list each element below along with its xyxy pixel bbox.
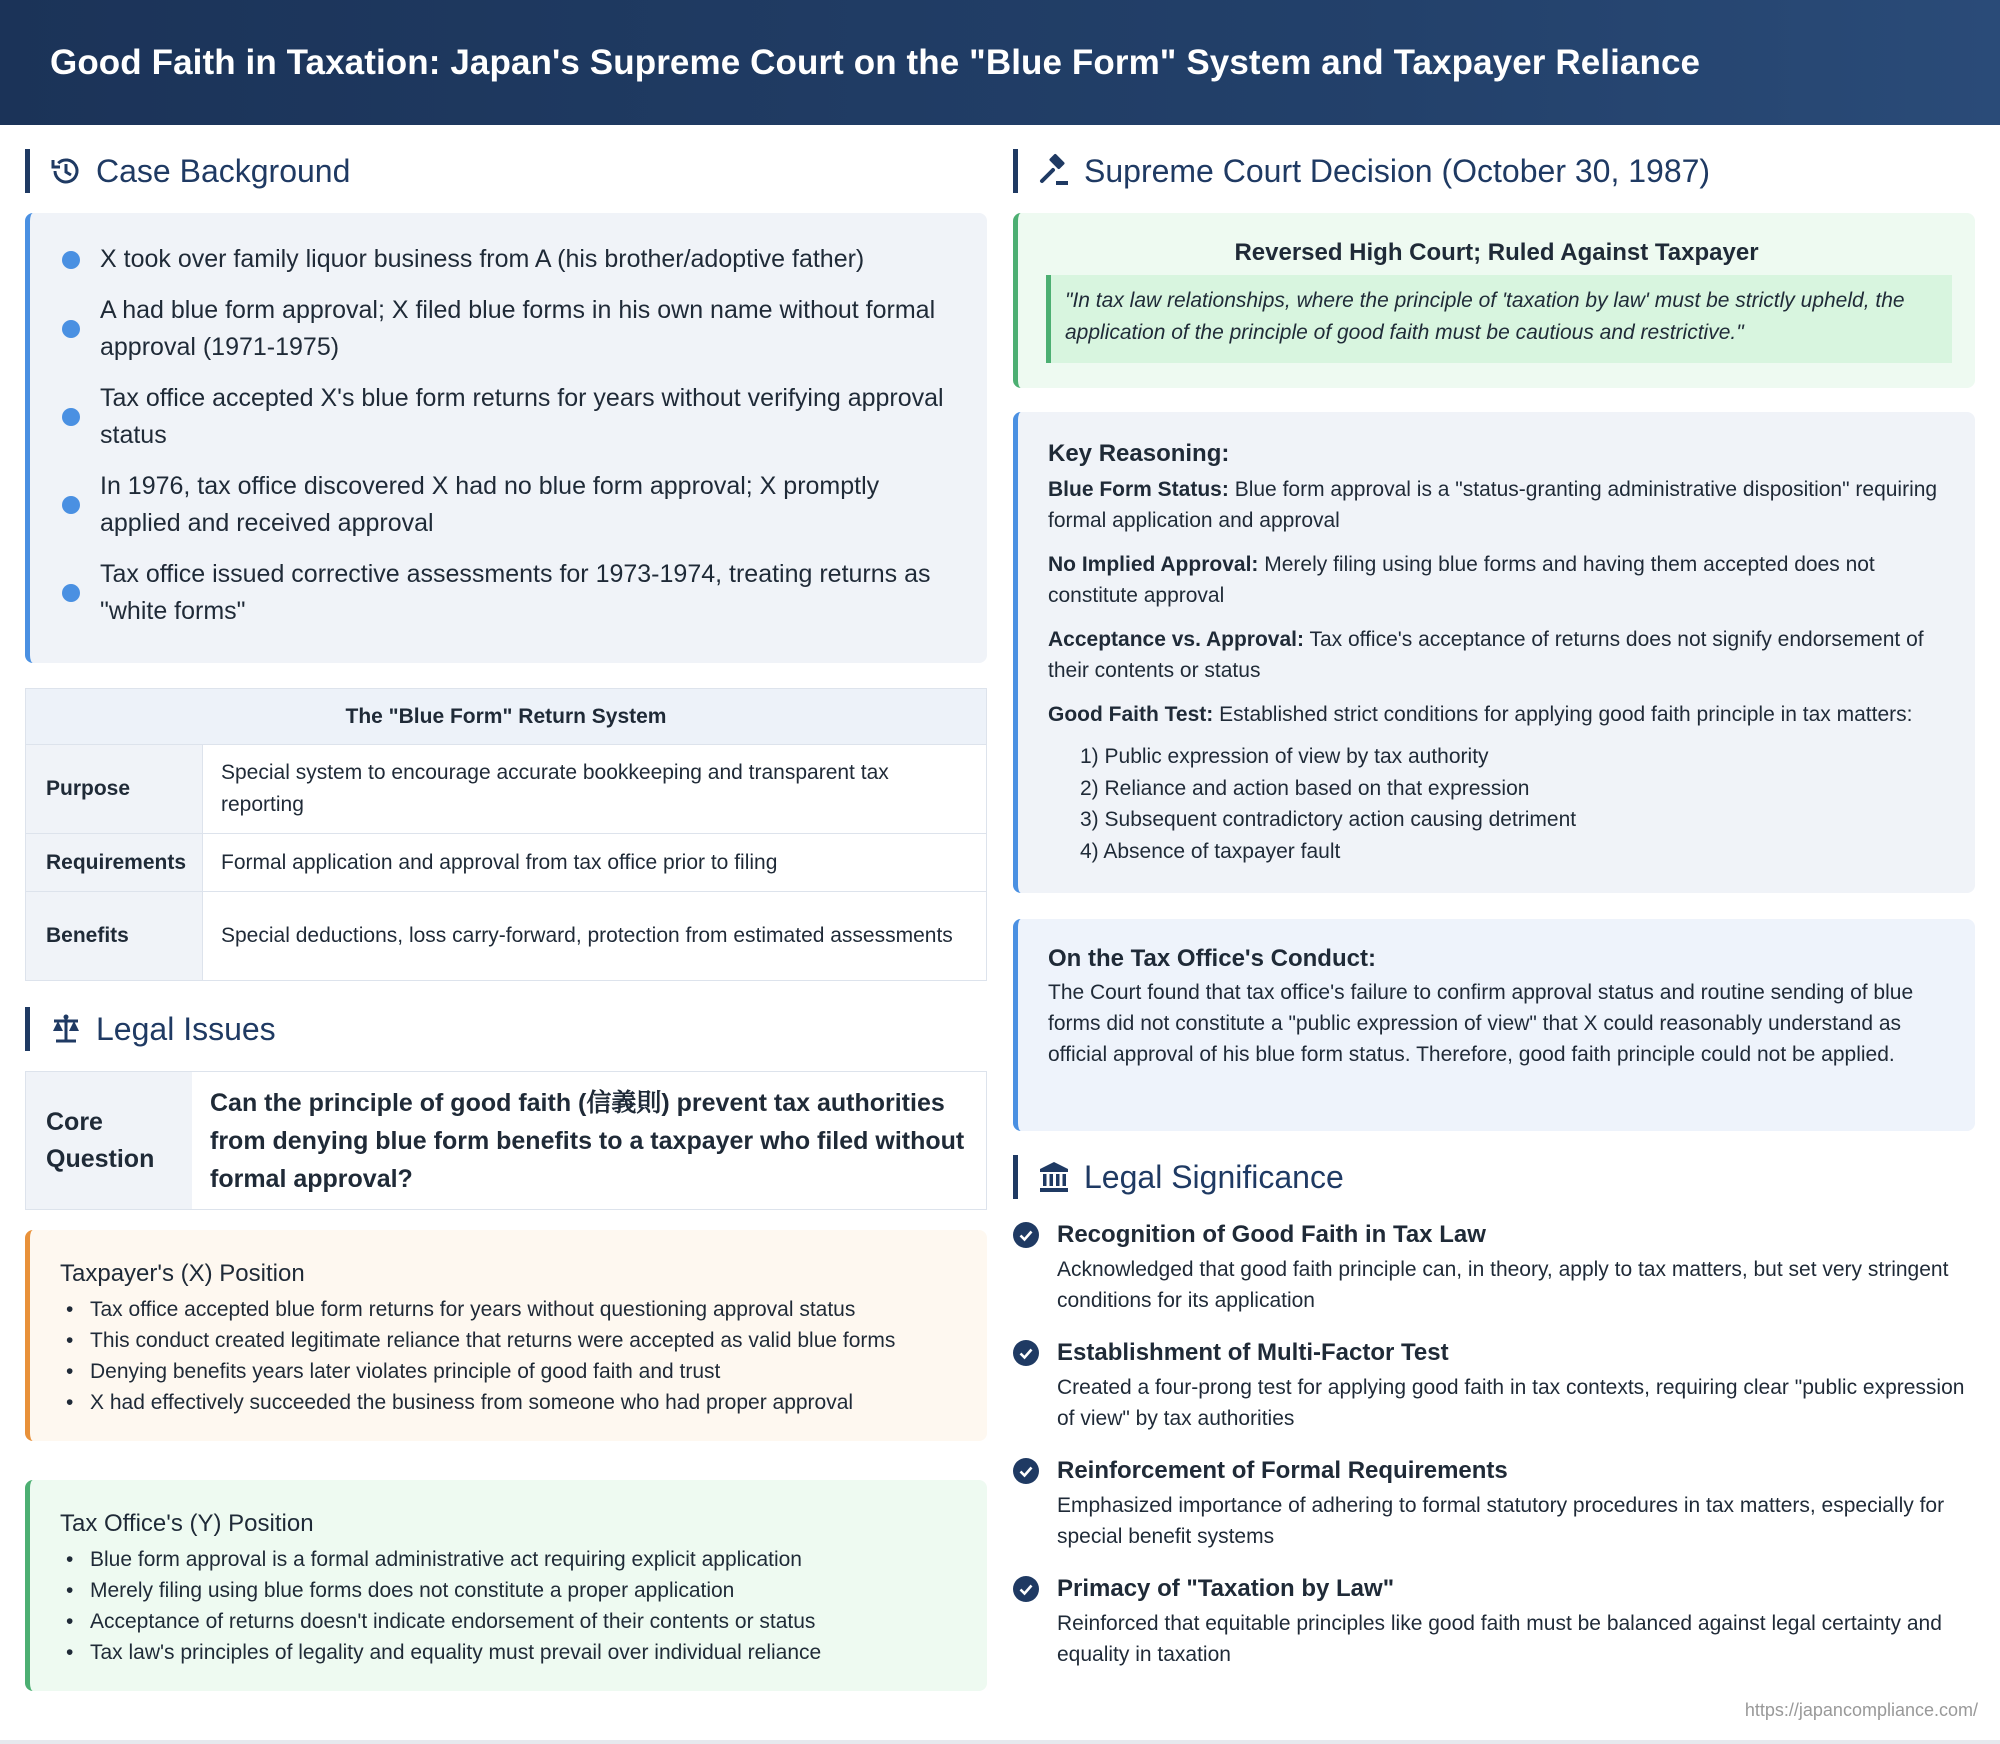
- list-item: [1013, 1456, 1975, 1552]
- list-item: • Acceptance of returns doesn't indicate endorsement of their contents or status: [60, 1606, 957, 1637]
- section-title: Case Background: [96, 152, 351, 189]
- check-circle-icon: [1013, 1458, 1039, 1484]
- scales-icon: [48, 1011, 84, 1047]
- list-item: X took over family liquor business from A (his brother/adoptive father): [60, 241, 957, 278]
- conduct-text: The Court found that tax office's failure to confirm approval status and routine sending of blue forms did not constitute a "public expression of view" that X could reasonably understand as official approval of his blue form status. Therefore, good faith principle could not be applied.: [1048, 981, 1914, 1066]
- item-text: Acknowledged that good faith principle can, in theory, apply to tax matters, but set very stringent conditions for its application: [1057, 1258, 1949, 1312]
- divider: [0, 1740, 2000, 1744]
- list-item: • X had effectively succeeded the business from someone who had proper approval: [60, 1387, 957, 1418]
- ruling-heading: Reversed High Court; Ruled Against Taxpayer: [1234, 239, 1759, 266]
- section-legal-issues: [25, 1007, 276, 1051]
- section-legal-significance: [1013, 1155, 1344, 1199]
- blue-form-table: [25, 688, 987, 981]
- row-key: Requirements: [26, 834, 203, 892]
- table-row: [26, 834, 987, 892]
- check-circle-icon: [1013, 1576, 1039, 1602]
- reasoning-point: Blue Form Status: Blue form approval is a "status-granting administrative disposition" requiring formal application and approval: [1048, 478, 1938, 532]
- card-heading: Taxpayer's (X) Position: [60, 1260, 305, 1287]
- section-decision: [1013, 149, 1710, 193]
- taxpayer-position-card: [25, 1230, 987, 1441]
- list-item: Tax office accepted X's blue form returns for years without verifying approval status: [60, 380, 957, 454]
- decision-card: [1013, 213, 1975, 388]
- landmark-icon: [1036, 1159, 1072, 1195]
- table-row: [26, 892, 987, 981]
- row-value: Special deductions, loss carry-forward, protection from estimated assessments: [203, 892, 987, 981]
- item-title: Establishment of Multi-Factor Test: [1057, 1339, 1449, 1366]
- list-item: [1013, 1338, 1975, 1434]
- table-row: [26, 745, 987, 834]
- list-item: [1013, 1220, 1975, 1316]
- significance-list: [1013, 1220, 1975, 1692]
- section-title: Legal Significance: [1084, 1158, 1344, 1195]
- key-reasoning-card: [1013, 412, 1975, 893]
- section-title: Supreme Court Decision (October 30, 1987): [1084, 152, 1711, 189]
- section-case-background: [25, 149, 350, 193]
- bullet-dot: [62, 251, 80, 269]
- section-title: Legal Issues: [96, 1010, 276, 1047]
- history-icon: [48, 153, 84, 189]
- reasoning-point: No Implied Approval: Merely filing using blue forms and having them accepted does not constitute approval: [1048, 553, 1875, 607]
- card-heading: Tax Office's (Y) Position: [60, 1510, 314, 1537]
- decision-quote: "In tax law relationships, where the principle of 'taxation by law' must be strictly upheld, the application of the principle of good faith must be cautious and restrictive.": [1046, 275, 1952, 363]
- page-title: Good Faith in Taxation: Japan's Supreme Court on the "Blue Form" System and Taxpayer Reliance: [50, 42, 1701, 82]
- list-item: • Tax law's principles of legality and equality must prevail over individual reliance: [60, 1637, 957, 1668]
- conduct-card: [1013, 919, 1975, 1131]
- background-card: [25, 213, 987, 663]
- list-item: 1) Public expression of view by tax authority: [1080, 745, 1489, 768]
- check-circle-icon: [1013, 1340, 1039, 1366]
- footer-url[interactable]: https://japancompliance.com/: [1744, 1700, 1978, 1720]
- bullet-dot: [62, 408, 80, 426]
- list-item: 2) Reliance and action based on that expression: [1080, 776, 1530, 800]
- good-faith-test-steps: [1048, 741, 1945, 867]
- check-circle-icon: [1013, 1222, 1039, 1248]
- item-title: Recognition of Good Faith in Tax Law: [1057, 1221, 1486, 1248]
- item-text: Reinforced that equitable principles like good faith must be balanced against legal certainty and equality in taxation: [1057, 1612, 1942, 1666]
- core-question-box: [25, 1071, 987, 1210]
- list-item: • Denying benefits years later violates principle of good faith and trust: [60, 1356, 957, 1387]
- core-question-label: Core Question: [26, 1072, 192, 1209]
- card-heading: On the Tax Office's Conduct:: [1048, 945, 1376, 972]
- core-question-text: Can the principle of good faith (信義則) prevent tax authorities from denying blue form benefits to a taxpayer who filed without formal approval?: [210, 1089, 965, 1193]
- list-item: • This conduct created legitimate reliance that returns were accepted as valid blue forms: [60, 1325, 957, 1356]
- table-title: The "Blue Form" Return System: [26, 689, 987, 745]
- list-item: 4) Absence of taxpayer fault: [1080, 839, 1341, 863]
- list-item: • Blue form approval is a formal administrative act requiring explicit application: [60, 1544, 957, 1575]
- tax-office-position-card: [25, 1480, 987, 1691]
- list-item: Tax office issued corrective assessments for 1973-1974, treating returns as "white forms": [60, 556, 957, 630]
- page-header: [0, 0, 2000, 125]
- item-text: Created a four-prong test for applying good faith in tax contexts, requiring clear "public expression of view" by tax authorities: [1057, 1376, 1965, 1430]
- row-key: Purpose: [26, 745, 203, 834]
- card-heading: Key Reasoning:: [1048, 440, 1230, 467]
- item-text: Emphasized importance of adhering to formal statutory procedures in tax matters, especially for special benefit systems: [1057, 1494, 1945, 1548]
- item-title: Reinforcement of Formal Requirements: [1057, 1457, 1508, 1484]
- list-item: • Tax office accepted blue form returns for years without questioning approval status: [60, 1294, 957, 1325]
- row-key: Benefits: [26, 892, 203, 981]
- bullet-dot: [62, 496, 80, 514]
- bullet-dot: [62, 584, 80, 602]
- list-item: • Merely filing using blue forms does not constitute a proper application: [60, 1575, 957, 1606]
- list-item: [1013, 1574, 1975, 1670]
- reasoning-point: Good Faith Test: Established strict conditions for applying good faith principle in tax matters:: [1048, 703, 1913, 726]
- item-title: Primacy of "Taxation by Law": [1057, 1575, 1395, 1602]
- list-item: In 1976, tax office discovered X had no blue form approval; X promptly applied and received approval: [60, 468, 957, 542]
- row-value: Formal application and approval from tax office prior to filing: [203, 834, 987, 892]
- list-item: A had blue form approval; X filed blue forms in his own name without formal approval (1971-1975): [60, 292, 957, 366]
- row-value: Special system to encourage accurate bookkeeping and transparent tax reporting: [203, 745, 987, 834]
- reasoning-point: Acceptance vs. Approval: Tax office's acceptance of returns does not signify endorsement of their contents or status: [1048, 628, 1924, 682]
- list-item: 3) Subsequent contradictory action causing detriment: [1080, 808, 1577, 831]
- bullet-dot: [62, 320, 80, 338]
- gavel-icon: [1036, 153, 1072, 189]
